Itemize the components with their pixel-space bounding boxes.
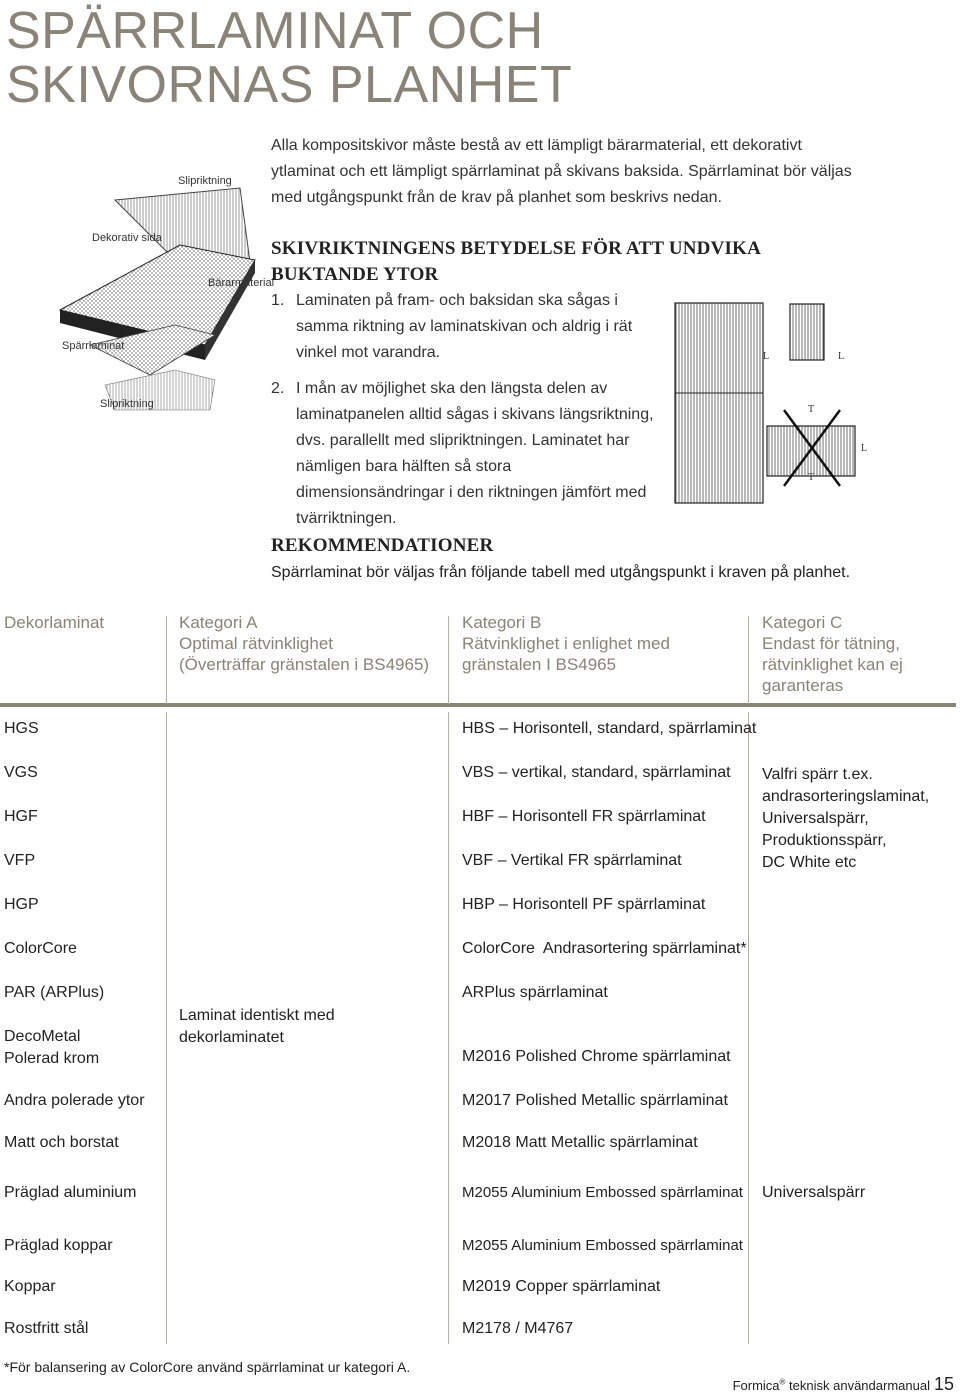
table-cell-dekor: Rostfritt stål [4, 1320, 89, 1337]
table-cell-dekor: Präglad aluminium [4, 1184, 137, 1201]
section-heading-rekommendationer: REKOMMENDATIONER [271, 535, 494, 556]
col-divider-header-1 [166, 616, 167, 704]
table-cell-kategori-b: HBF – Horisontell FR spärrlaminat [462, 808, 706, 825]
table-cell-dekor: HGF [4, 808, 38, 825]
footnote: *För balansering av ColorCore använd spärrlaminat ur kategori A. [4, 1359, 411, 1375]
col-divider-2 [448, 712, 449, 1344]
page-number: 15 [933, 1374, 954, 1394]
col-divider-header-2 [448, 616, 449, 704]
label-T-top: T [808, 404, 815, 415]
intro-paragraph: Alla kompositskivor måste bestå av ett lämpligt bärarmaterial, ett dekorativt ytlaminat och ett lämpligt spärrlaminat på skivans baksida. Spärrlaminat bör väljas med utgångspunkt från de krav på planhet som beskrivs nedan. [271, 137, 852, 206]
list-item-1: 1. Laminaten på fram- och baksidan ska sågas i samma riktning av laminatskivan och aldrig i rät vinkel mot varandra. [271, 292, 633, 361]
table-header-kategori-c: Kategori C Endast för tätning, rätvinklighet kan ej garanteras [762, 613, 903, 695]
table-cell-kategori-b: M2178 / M4767 [462, 1320, 574, 1337]
table-cell-dekor: HGP [4, 896, 39, 913]
table-cell-kategori-a: Laminat identiskt med dekorlaminatet [179, 1007, 335, 1046]
page-title [6, 4, 572, 112]
table-cell-kategori-b: M2016 Polished Chrome spärrlaminat [462, 1048, 731, 1065]
label-T-bottom: T [808, 472, 815, 483]
label-L-right: L [861, 443, 868, 454]
label-slipriktning-top: Slipriktning [178, 175, 232, 187]
table-cell-dekor: Koppar [4, 1278, 56, 1295]
table-header-rule [0, 703, 956, 707]
label-slipriktning-bottom: Slipriktning [100, 398, 154, 410]
list-item-2: 2. I mån av möjlighet ska den längsta delen av laminatpanelen alltid sågas i skivans längsriktning, dvs. parallellt med slipriktningen. Laminatet har nämligen bara hälften så stora dimensionsändringar i den riktningen jämfört med tvärriktningen. [271, 380, 654, 527]
footer-text: teknisk användarmanual [785, 1378, 930, 1393]
table-cell-dekor: Präglad koppar [4, 1237, 113, 1254]
table-cell-dekor: Matt och borstat [4, 1134, 119, 1151]
label-sparrlaminat: Spärrlaminat [62, 340, 125, 352]
table-cell-kategori-b: VBF – Vertikal FR spärrlaminat [462, 852, 682, 869]
label-L1: L [763, 351, 770, 362]
table-cell-kategori-c: Valfri spärr t.ex. andrasorteringslaminat, Universalspärr, Produktionsspärr, DC White etc [762, 766, 930, 871]
table-cell-dekor: HGS [4, 720, 39, 737]
laminate-layers-figure [55, 160, 270, 420]
page-title-line1: SPÄRRLAMINAT OCH [6, 2, 544, 60]
label-dekorativ-sida: Dekorativ sida [92, 232, 162, 244]
table-cell-kategori-b: M2017 Polished Metallic spärrlaminat [462, 1092, 728, 1109]
table-cell-kategori-b: HBP – Horisontell PF spärrlaminat [462, 896, 706, 913]
table-header-kategori-a: Kategori A Optimal rätvinklighet (Överträffar gränstalen i BS4965) [179, 613, 430, 674]
footer-reg-mark: ® [779, 1377, 786, 1387]
table-cell-kategori-b: VBS – vertikal, standard, spärrlaminat [462, 764, 731, 781]
table-cell-kategori-b: HBS – Horisontell, standard, spärrlaminat [462, 720, 757, 737]
table-cell-kategori-c: Universalspärr [762, 1184, 866, 1201]
col-divider-3 [748, 712, 749, 1344]
table-header-dekorlaminat: Dekorlaminat [4, 613, 105, 632]
table-cell-dekor: VFP [4, 852, 36, 869]
table-cell-kategori-b: ARPlus spärrlaminat [462, 984, 608, 1001]
table-header-kategori-b: Kategori B Rätvinklighet i enlighet med gränstalen I BS4965 [462, 613, 670, 674]
label-bararmaterial: Bärarmaterial [208, 277, 275, 289]
recommendation-text: Spärrlaminat bör väljas från följande tabell med utgångspunkt i kraven på planhet. [271, 564, 851, 581]
page-footer [733, 1374, 954, 1394]
table-cell-kategori-b: M2055 Aluminium Embossed spärrlaminat [462, 1184, 743, 1201]
label-L2: L [838, 351, 845, 362]
table-cell-kategori-b: M2055 Aluminium Embossed spärrlaminat [462, 1237, 743, 1254]
page-title-line2: SKIVORNAS PLANHET [6, 56, 573, 114]
table-cell-dekor: DecoMetal Polerad krom [4, 1028, 100, 1067]
section-heading-skivriktning: SKIVRIKTNINGENS BETYDELSE FÖR ATT UNDVIKA BUKTANDE YTOR [271, 238, 762, 285]
col-divider-header-3 [748, 616, 749, 704]
table-cell-kategori-b: M2019 Copper spärrlaminat [462, 1278, 661, 1295]
footer-brand: Formica [732, 1378, 780, 1393]
table-cell-kategori-b: M2018 Matt Metallic spärrlaminat [462, 1134, 698, 1151]
table-cell-dekor: VGS [4, 764, 38, 781]
cutting-direction-figure [672, 298, 872, 508]
col-divider-1 [166, 712, 167, 1344]
table-cell-kategori-b: ColorCore Andrasortering spärrlaminat* [462, 940, 747, 957]
table-cell-dekor: PAR (ARPlus) [4, 984, 105, 1001]
table-cell-dekor: ColorCore [4, 940, 77, 957]
table-cell-dekor: Andra polerade ytor [4, 1092, 145, 1109]
